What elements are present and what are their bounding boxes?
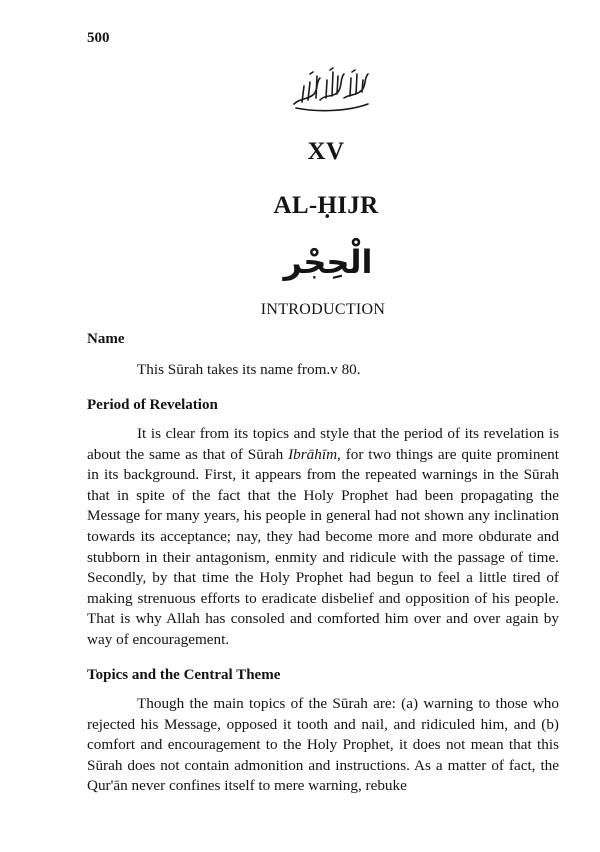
surah-number: XV <box>307 138 345 165</box>
basmala-calligraphy <box>290 64 372 114</box>
surah-title-arabic: الْحِجْر <box>283 243 373 281</box>
page-number: 500 <box>87 30 110 46</box>
section-heading-name: Name <box>87 331 125 347</box>
name-paragraph: This Sūrah takes its name from.v 80. <box>137 361 361 378</box>
section-heading-period: Period of Revelation <box>87 397 218 413</box>
surah-title: AL-ḤIJR <box>273 192 379 219</box>
surah-ibrahim-reference: Ibrāhīm <box>288 445 338 463</box>
topics-paragraph <box>87 694 559 797</box>
section-heading-topics: Topics and the Central Theme <box>87 667 281 683</box>
period-paragraph <box>87 424 559 651</box>
period-paragraph-text: It is clear from its topics and style that the period of its revelation is about the same as that of Sūrah Ibrāhīm, for two things are quite prominent in its background. First, it appears from the repeated warnings in the Sūrah that in spite of the fact that the Holy Prophet had been propagating the Message for many years, his people in general had not shown any inclination towards its acceptance; nay, they had become more and more obdurate and stubborn in their antagonism, enmity and ridicule with the passage of time. Secondly, by that time the Holy Prophet had begun to feel a little tired of making strenuous efforts to eradicate disbelief and opposition of his people. That is why Allah has consoled and comforted him over and over again by way of encouragement. <box>87 425 559 648</box>
introduction-heading: INTRODUCTION <box>260 301 386 318</box>
topics-paragraph-text: Though the main topics of the Sūrah are: (a) warning to those who rejected his Message, opposed it tooth and nail, and ridiculed him, and (b) comfort and encouragement to the Holy Prophet, it does not mean that this Sūrah does not contain admonition and instructions. As a matter of fact, the Qur'ān never confines itself to mere warning, rebuke <box>87 695 559 795</box>
